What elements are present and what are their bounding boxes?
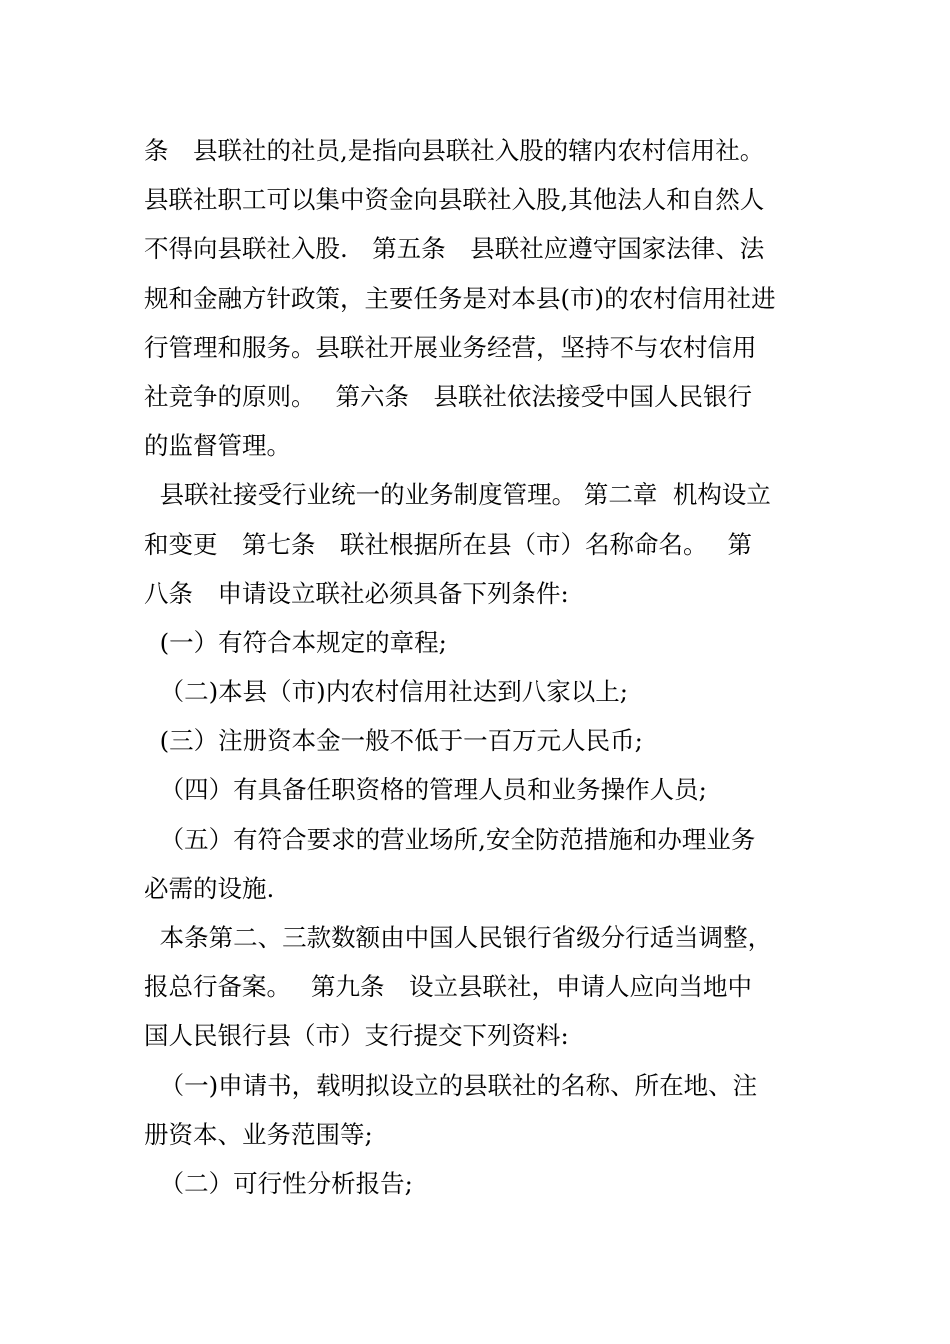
text-line: 报总行备案。 第九条 设立县联社，申请人应向当地中	[144, 972, 753, 1002]
text-line: (一）有符合本规定的章程;	[144, 627, 447, 657]
text-line: 规和金融方针政策，主要任务是对本县(市)的农村信用社进	[144, 283, 776, 313]
text-line: 条 县联社的社员,是指向县联社入股的辖内农村信用社。	[144, 136, 765, 165]
text-line: （一)申请书，载明拟设立的县联社的名称、所在地、注	[144, 1070, 758, 1100]
text-line: 不得向县联社入股. 第五条 县联社应遵守国家法律、法	[144, 234, 765, 264]
text-line: （四）有具备任职资格的管理人员和业务操作人员;	[144, 775, 707, 805]
text-line: 县联社职工可以集中资金向县联社入股,其他法人和自然人	[144, 185, 765, 215]
text-line: 册资本、业务范围等;	[144, 1119, 373, 1149]
text-line: 县联社接受行业统一的业务制度管理。 第二章 机构设立	[144, 480, 771, 510]
text-line: 本条第二、三款数额由中国人民银行省级分行适当调整，	[144, 923, 773, 952]
document-body	[144, 126, 810, 1208]
text-line: 必需的设施.	[144, 873, 275, 903]
text-line: 国人民银行县（市）支行提交下列资料:	[144, 1021, 569, 1051]
text-line: （五）有符合要求的营业场所,安全防范措施和办理业务	[144, 824, 756, 854]
text-line: 社竞争的原则。 第六条 县联社依法接受中国人民银行	[144, 381, 753, 411]
text-line: （二)本县（市)内农村信用社达到八家以上;	[144, 677, 628, 707]
text-line: （二）可行性分析报告;	[144, 1168, 413, 1198]
text-line: 行管理和服务。县联社开展业务经营，坚持不与农村信用	[144, 332, 757, 362]
text-line: 八条 申请设立联社必须具备下列条件:	[144, 578, 569, 608]
text-line: (三）注册资本金一般不低于一百万元人民币;	[144, 726, 643, 756]
text-line: 的监督管理。	[144, 431, 291, 461]
text-line: 和变更 第七条 联社根据所在县（市）名称命名。 第	[144, 529, 753, 559]
